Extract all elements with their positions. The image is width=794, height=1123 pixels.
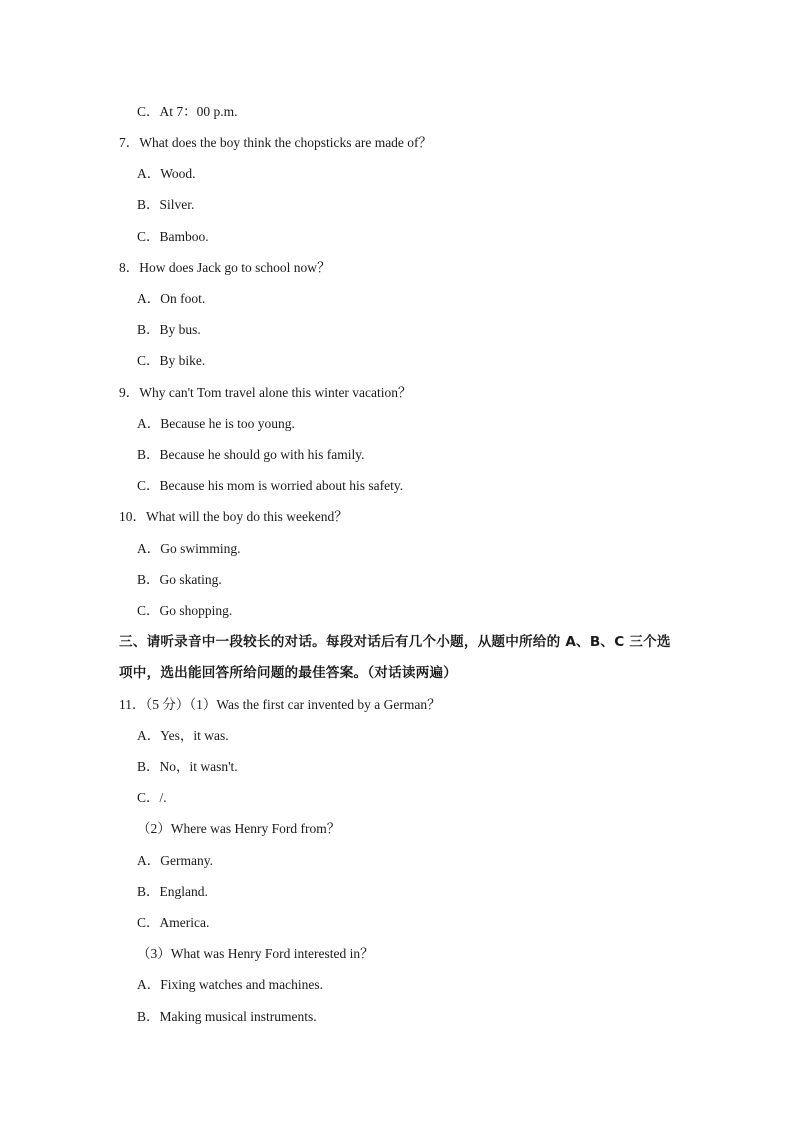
q11-1-option-a: A．Yes，it was. — [137, 728, 229, 743]
question-11-part-3: （3）What was Henry Ford interested in？ — [137, 946, 374, 961]
q11-3-option-b: B．Making musical instruments. — [137, 1009, 317, 1024]
question-8: 8．How does Jack go to school now？ — [119, 260, 331, 275]
q9-option-b: B．Because he should go with his family. — [137, 447, 365, 462]
question-11: 11．（5 分）（1）Was the first car invented by a German？ — [119, 697, 441, 712]
q7-option-a: A．Wood. — [137, 166, 196, 181]
q7-option-b: B．Silver. — [137, 197, 195, 212]
q11-2-option-c: C．America. — [137, 915, 210, 930]
q8-option-a: A．On foot. — [137, 291, 206, 306]
q11-2-option-b: B．England. — [137, 884, 208, 899]
q7-option-c: C．Bamboo. — [137, 229, 209, 244]
question-10: 10．What will the boy do this weekend？ — [119, 509, 348, 524]
q11-2-option-a: A．Germany. — [137, 853, 213, 868]
question-9: 9．Why can't Tom travel alone this winter vacation？ — [119, 385, 412, 400]
q11-3-option-a: A．Fixing watches and machines. — [137, 977, 323, 992]
section-3-heading-line-1: 三、请听录音中一段较长的对话。每段对话后有几个小题，从题中所给的 A、B、C 三个选 — [119, 634, 671, 650]
q10-option-c: C．Go shopping. — [137, 603, 233, 618]
q10-option-b: B．Go skating. — [137, 572, 222, 587]
q6-option-c: C．At 7：00 p.m. — [137, 104, 238, 119]
section-3-heading-line-2: 项中，选出能回答所给问题的最佳答案。（对话读两遍） — [119, 665, 458, 681]
q8-option-b: B．By bus. — [137, 322, 201, 337]
q11-1-option-c: C．/. — [137, 790, 167, 805]
q11-1-option-b: B．No，it wasn't. — [137, 759, 238, 774]
question-11-part-2: （2）Where was Henry Ford from？ — [137, 821, 341, 836]
q9-option-a: A．Because he is too young. — [137, 416, 295, 431]
question-7: 7．What does the boy think the chopsticks are made of？ — [119, 135, 433, 150]
q10-option-a: A．Go swimming. — [137, 541, 241, 556]
q8-option-c: C．By bike. — [137, 353, 206, 368]
q9-option-c: C．Because his mom is worried about his safety. — [137, 478, 404, 493]
